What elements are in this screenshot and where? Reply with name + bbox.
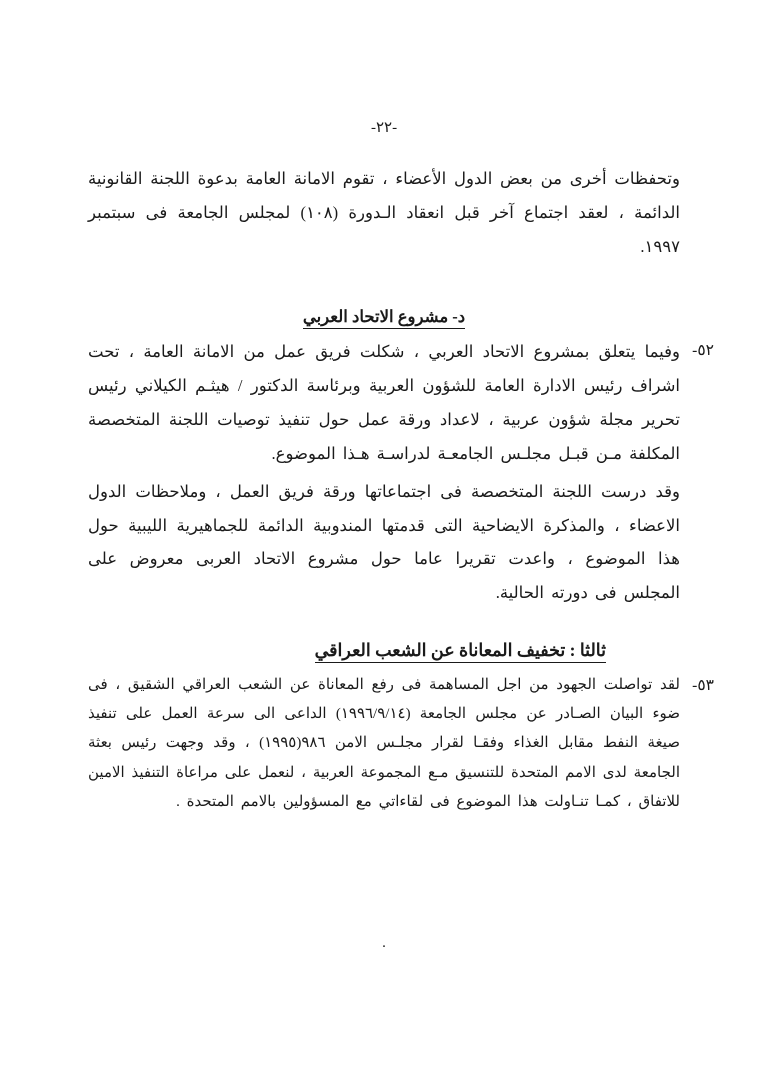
section-heading-arab-union xyxy=(88,307,680,327)
section-heading-arab-union-text: د- مشروع الاتحاد العربي xyxy=(303,307,465,329)
end-mark: . xyxy=(382,935,386,951)
paragraph-52-text: وفيما يتعلق بمشروع الاتحاد العربي ، شكلت فريق عمل من الامانة العامة ، تحت اشراف رئيس الادارة العامة للشؤون العربية وبرئاسة الدكتور / هيثـم الكيلاني رئيس تحرير مجلة شؤون عربية ، لاعداد ورقة عمل حول تنفيذ توصيات اللجنة المتخصصة المكلفة مـن قبـل مجلـس الجامعـة لدراسـة هـذا الموضوع. xyxy=(88,342,680,463)
paragraph-53 xyxy=(88,671,714,817)
paragraph-52-number: ٥٢- xyxy=(692,342,714,360)
spacer xyxy=(88,267,680,281)
paragraph-53-text: لقد تواصلت الجهود من اجل المساهمة فى رفع المعاناة عن الشعب العراقي الشقيق ، فى ضوء البيان الصـادر عن مجلس الجامعة (١٩٩٦/٩/١٤) الداعى الى سرعة العمل على تنفيذ صيغة النفط مقابل الغذاء وفقـا لقرار مجلـس الامن ٩٨٦(١٩٩٥) ، وقد وجهت رئيس بعثة الجامعة لدى الامم المتحدة للتنسيق مـع المجموعة العربية ، لنعمل على مراعاة التنفيذ الامين للاتفاق ، كمـا تنـاولت هذا الموضوع فى لقاءاتي مع المسؤولين بالامم المتحدة . xyxy=(88,676,680,810)
paragraph-52 xyxy=(88,335,714,470)
section-heading-iraq-relief xyxy=(88,640,680,661)
paragraph-53-number: ٥٣- xyxy=(692,676,714,694)
page-number: -٢٢- xyxy=(370,120,398,136)
page-content xyxy=(88,162,714,821)
paragraph-52b: وقد درست اللجنة المتخصصة فى اجتماعاتها ورقة فريق العمل ، وملاحظات الدول الاعضاء ، والمذكرة الايضاحية التى قدمتها المندوبية الدائمة للجماهيرية الليبية حول هذا الموضوع ، واعدت تقريرا عاما حول مشروع الاتحاد العربى معروض على المجلس فى دورته الحالية. xyxy=(88,481,680,603)
paragraph-continued: وتحفظات أخرى من بعض الدول الأعضاء ، تقوم الامانة العامة بدعوة اللجنة القانونية الدائمة ، لعقد اجتماع آخر قبل انعقاد الـدورة (١٠٨) لمجلس الجامعة فى سبتمبر ١٩٩٧. xyxy=(88,169,680,256)
section-heading-iraq-relief-text: ثالثا : تخفيف المعاناة عن الشعب العراقي xyxy=(315,640,606,663)
